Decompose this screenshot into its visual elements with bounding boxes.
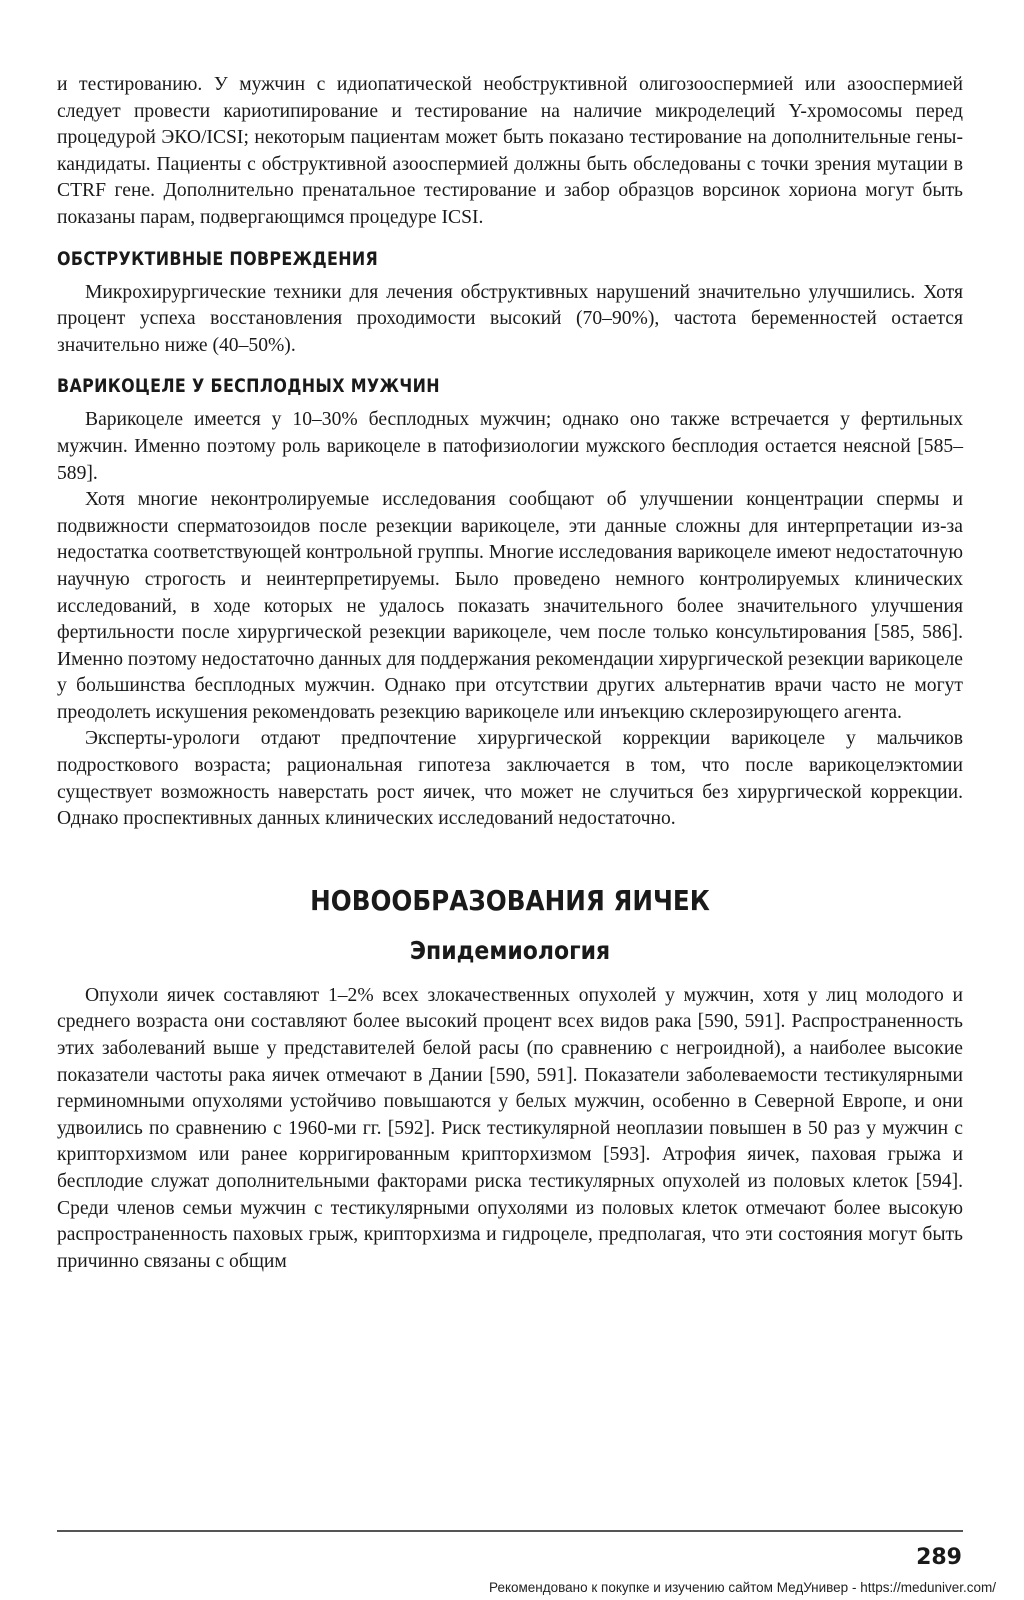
paragraph-varicocele-3: Эксперты-урологи отдают предпочтение хирургической коррекции варикоцеле у мальчиков подросткового возраста; рациональная гипотеза заключается в том, что после варикоцелэктомии существует возможность наверстать рост яичек, что может не случиться без хирургической коррекции. Однако проспективных данных клинических исследований недостаточно. bbox=[57, 728, 963, 830]
section-heading-varicocele: ВАРИКОЦЕЛЕ У БЕСПЛОДНЫХ МУЖЧИН bbox=[57, 376, 440, 398]
footer-note: Рекомендовано к покупке и изучению сайтом МедУнивер - https://meduniver.com/ bbox=[489, 1580, 996, 1595]
footer-rule bbox=[57, 1530, 963, 1532]
paragraph-varicocele-2: Хотя многие неконтролируемые исследования сообщают об улучшении концентрации спермы и подвижности сперматозоидов после резекции варикоцеле, эти данные сложны для интерпретации из-за недостатка соответствующей контрольной группы. Многие исследования варикоцеле имеют недостаточную научную строгость и неинтерпретируемы. Было проведено немного контролируемых клинических исследований, в ходе которых не удалось показать значительного более значительного улучшения фертильности после хирургической резекции варикоцеле, чем после только консультирования [585, 586]. Именно поэтому недостаточно данных для поддержания рекомендации хирургической резекции варикоцеле у большинства бесплодных мужчин. Однако при отсутствии других альтернатив врачи часто не могут преодолеть искушения рекомендовать резекцию варикоцеле или инъекцию склерозирующего агента. bbox=[57, 489, 963, 723]
chapter-subtitle: Эпидемиология bbox=[409, 935, 611, 965]
paragraph-epidemiology: Опухоли яичек составляют 1–2% всех злокачественных опухолей у мужчин, хотя у лиц молодого и среднего возраста они составляют более высокий процент всех видов рака [590, 591]. Распространенность этих заболеваний выше у представителей белой расы (по сравнению с негроидной), а наиболее высокие показатели частоты рака яичек отмечают в Дании [590, 591]. Показатели заболеваемости тестикулярными герминомными опухолями устойчиво повышаются у белых мужчин, особенно в Северной Европе, и они удвоились по сравнению с 1960-ми гг. [592]. Риск тестикулярной неоплазии повышен в 50 раз у мужчин с крипторхизмом или ранее корригированным крипторхизмом [593]. Атрофия яичек, паховая грыжа и бесплодие служат дополнительными факторами риска тестикулярных опухолей из половых клеток [594]. Среди членов семьи мужчин с тестикулярными опухолями из половых клеток отмечают более высокую распространенность паховых грыж, крипторхизма и гидроцеле, предполагая, что эти состояния могут быть причинно связаны с общим bbox=[57, 984, 963, 1272]
page-number: 289 bbox=[916, 1545, 962, 1570]
section-heading-obstructive: ОБСТРУКТИВНЫЕ ПОВРЕЖДЕНИЯ bbox=[57, 248, 379, 270]
paragraph-obstructive: Микрохирургические техники для лечения обструктивных нарушений значительно улучшились. Хотя процент успеха восстановления проходимости высокий (70–90%), частота беременностей остается значительно ниже (40–50%). bbox=[57, 281, 963, 356]
paragraph-intro: и тестированию. У мужчин с идиопатической необструктивной олигозооспермией или азооспермией следует провести кариотипирование и тестирование на наличие микроделеций Y-хромосомы перед процедурой ЭКО/ICSI; некоторым пациентам может быть показано тестирование на дополнительные гены-кандидаты. Пациенты с обструктивной азооспермией должны быть обследованы с точки зрения мутации в CTRF гене. Дополнительно пренатальное тестирование и забор образцов ворсинок хориона могут быть показаны парам, подвергающимся процедуре ICSI. bbox=[57, 74, 963, 228]
chapter-title: НОВООБРАЗОВАНИЯ ЯИЧЕК bbox=[310, 883, 710, 917]
page-content bbox=[57, 72, 963, 1275]
paragraph-varicocele-1: Варикоцеле имеется у 10–30% бесплодных мужчин; однако оно также встречается у фертильных мужчин. Именно поэтому роль варикоцеле в патофизиологии мужского бесплодия остается неясной [585–589]. bbox=[57, 409, 963, 484]
